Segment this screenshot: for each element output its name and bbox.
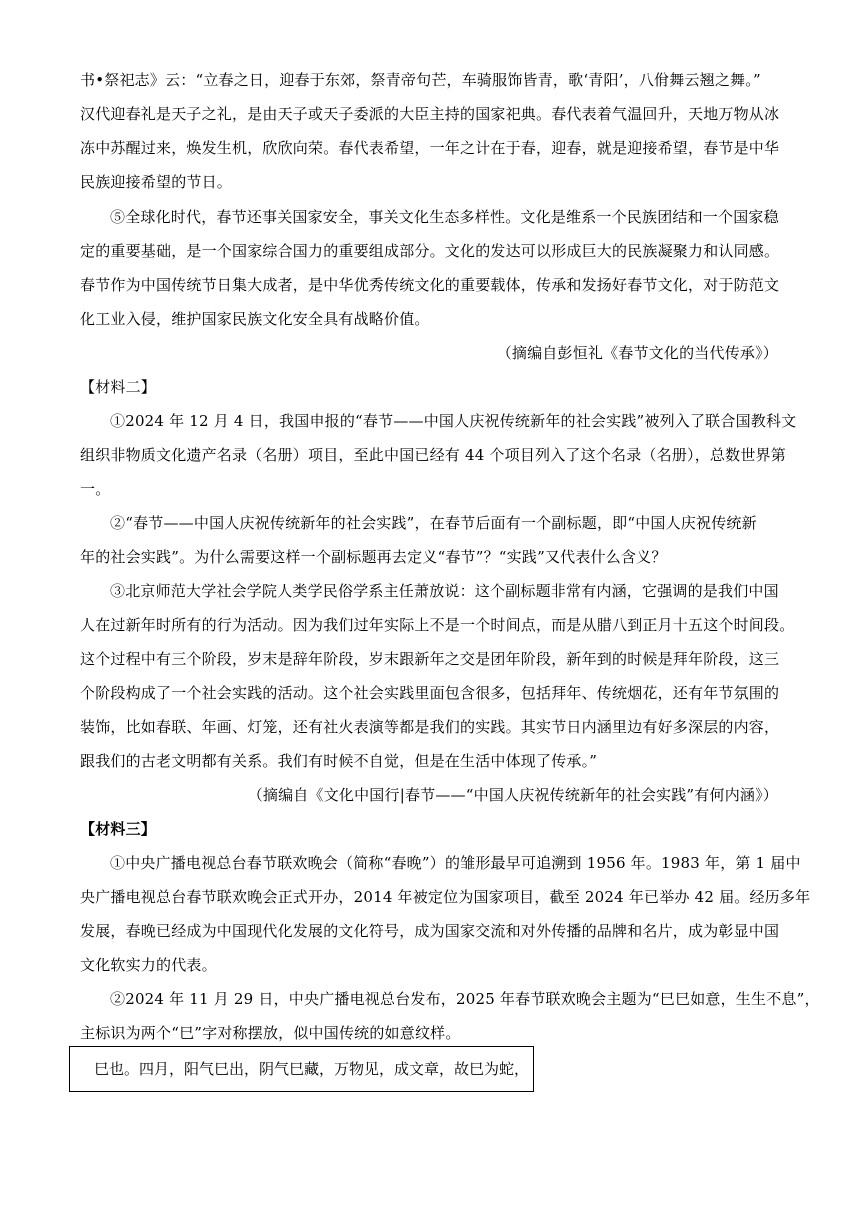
m2-para2-line-1: ②“春节——中国人庆祝传统新年的社会实践”，在春节后面有一个副标题，即“中国人庆祝传统新 — [110, 514, 757, 532]
material3-heading: 【材料三】 — [80, 820, 157, 838]
quote-box — [69, 1046, 534, 1092]
material2-heading: 【材料二】 — [80, 378, 157, 396]
m3-para2-line-1: ②2024 年 11 月 29 日，中央广播电视总台发布，2025 年春节联欢晚会主题为“巳巳如意，生生不息”， — [110, 990, 820, 1008]
m2-para3-line-5: 装饰，比如春联、年画、灯笼，还有社火表演等都是我们的实践。其实节日内涵里边有好多深层的内容， — [80, 718, 780, 736]
m2-source: （摘编自《文化中国行|春节——“中国人庆祝传统新年的社会实践”有何内涵》） — [247, 786, 778, 804]
m2-para1-line-3: 一。 — [80, 480, 111, 498]
m3-para1-line-4: 文化软实力的代表。 — [80, 956, 217, 974]
m3-para1-line-2: 央广播电视总台春节联欢晚会正式开办，2014 年被定位为国家项目，截至 2024 年已举办 42 届。经历多年 — [80, 888, 811, 906]
m1-para5-line-2: 定的重要基础，是一个国家综合国力的重要组成部分。文化的发达可以形成巨大的民族凝聚力和认同感。 — [80, 242, 780, 260]
m1-para5-line-1: ⑤全球化时代，春节还事关国家安全，事关文化生态多样性。文化是维系一个民族团结和一个国家稳 — [110, 208, 779, 226]
m2-para2-line-2: 年的社会实践”。为什么需要这样一个副标题再去定义“春节”？“实践”又代表什么含义？ — [80, 548, 667, 566]
m1-line-1: 书•祭祀志》云：“立春之日，迎春于东郊，祭青帝句芒，车骑服饰皆青，歌‘青阳’，八佾舞云翘之舞。” — [80, 71, 761, 89]
m3-para2-line-2: 主标识为两个“巳”字对称摆放，似中国传统的如意纹样。 — [80, 1024, 461, 1042]
m1-source: （摘编自彭恒礼《春节文化的当代传承》） — [496, 344, 778, 362]
m3-para1-line-3: 发展，春晚已经成为中国现代化发展的文化符号，成为国家交流和对外传播的品牌和名片，成为彰显中国 — [80, 922, 780, 940]
m1-line-3: 冻中苏醒过来，焕发生机，欣欣向荣。春代表希望，一年之计在于春，迎春，就是迎接希望，春节是中华 — [80, 139, 780, 157]
m2-para3-line-3: 这个过程中有三个阶段，岁末是辞年阶段，岁末跟新年之交是团年阶段，新年到的时候是拜年阶段，这三 — [80, 650, 780, 668]
m2-para3-line-6: 跟我们的古老文明都有关系。我们有时候不自觉，但是在生活中体现了传承。” — [80, 752, 598, 770]
m3-para1-line-1: ①中央广播电视总台春节联欢晚会（简称“春晚”）的雏形最早可追溯到 1956 年。1983 年，第 1 届中 — [110, 854, 801, 872]
m2-para1-line-2: 组织非物质文化遗产名录（名册）项目，至此中国已经有 44 个项目列入了这个名录（名册），总数世界第 — [80, 446, 786, 464]
quote-box-text: 巳也。四月，阳气巳出，阴气巳藏，万物见，成文章，故巳为蛇， — [94, 1060, 530, 1078]
m2-para1-line-1: ①2024 年 12 月 4 日，我国申报的“春节——中国人庆祝传统新年的社会实践”被列入了联合国教科文 — [110, 412, 797, 430]
m1-line-2: 汉代迎春礼是天子之礼，是由天子或天子委派的大臣主持的国家祀典。春代表着气温回升，天地万物从冰 — [80, 105, 780, 123]
m1-para5-line-3: 春节作为中国传统节日集大成者，是中华优秀传统文化的重要载体，传承和发扬好春节文化，对于防范文 — [80, 276, 780, 294]
m2-para3-line-2: 人在过新年时所有的行为活动。因为我们过年实际上不是一个时间点，而是从腊八到正月十五这个时间段。 — [80, 616, 795, 634]
m2-para3-line-1: ③北京师范大学社会学院人类学民俗学系主任萧放说：这个副标题非常有内涵，它强调的是我们中国 — [110, 582, 779, 600]
m2-para3-line-4: 个阶段构成了一个社会实践的活动。这个社会实践里面包含很多，包括拜年、传统烟花，还有年节氛围的 — [80, 684, 780, 702]
m1-para5-line-4: 化工业入侵，维护国家民族文化安全具有战略价值。 — [80, 310, 430, 328]
m1-line-4: 民族迎接希望的节日。 — [80, 173, 233, 191]
